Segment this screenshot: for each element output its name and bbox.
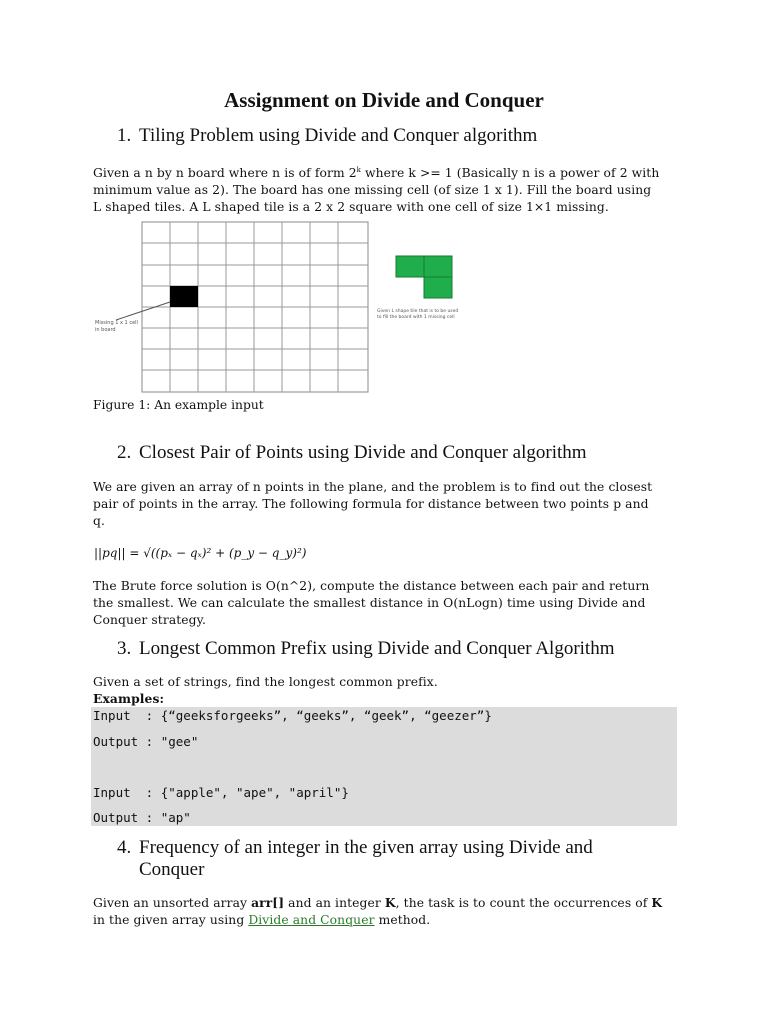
para-line: Given a n by n board where n is of form 2$^k$ where k >= 1 (Basically n is a power of 2 with <box>93 166 660 181</box>
divide-and-conquer-link[interactable]: Divide and Conquer <box>248 913 375 927</box>
section-1-number: 1. <box>117 125 132 146</box>
code-line: Output : "ap" <box>93 810 191 825</box>
missing-cell-label: Missing 1 x 1 cell in board <box>95 320 138 333</box>
code-line: Input : {"apple", "ape", "april"} <box>93 785 349 800</box>
section-2-paragraph-2: The Brute force solution is O(n^2), compute the distance between each pair and return the smallest. We can calculate the smallest distance in O(nLogn) time using Divide and Conquer strategy. <box>93 579 650 627</box>
section-3-paragraph: Given a set of strings, find the longest common prefix. <box>93 675 438 689</box>
code-line: Output : "gee" <box>93 734 199 749</box>
section-4-heading: 4. Frequency of an integer in the given array using Divide and Conquer <box>117 837 593 880</box>
section-4-paragraph: Given an unsorted array arr[] and an integer K, the task is to count the occurrences of K in the given array using Divide and Conquer method. <box>93 895 663 927</box>
para-line: minimum value as 2). The board has one missing cell (of size 1 x 1). Fill the board using <box>93 183 652 198</box>
section-3-heading: 3. Longest Common Prefix using Divide and Conquer Algorithm <box>117 638 615 659</box>
section-1-paragraph <box>93 162 683 216</box>
para-line: L shaped tiles. A L shaped tile is a 2 x 2 square with one cell of size 1×1 missing. <box>93 200 609 215</box>
code-line: Input : {“geeksforgeeks”, “geeks”, “geek”, “geezer”} <box>93 708 492 723</box>
l-tile <box>396 256 452 298</box>
section-1-heading <box>117 125 537 147</box>
pointer-line <box>116 302 170 320</box>
tile-label: Given L shape tile that is to be used to fill the board with 1 missing cell <box>377 309 459 320</box>
code-block <box>91 707 677 826</box>
page-title: Assignment on Divide and Conquer <box>224 88 544 112</box>
examples-label: Examples: <box>93 691 165 706</box>
section-2-paragraph: We are given an array of n points in the plane, and the problem is to find out the closest pair of points in the array. The following formula for distance between two points p and q. <box>93 480 653 528</box>
missing-cell <box>170 286 198 307</box>
figure-caption: Figure 1: An example input <box>93 398 264 412</box>
distance-formula: ||pq|| = √((pₓ − qₓ)² + (p_y − q_y)²) <box>94 546 307 560</box>
section-2-heading: 2. Closest Pair of Points using Divide and Conquer algorithm <box>117 442 587 463</box>
section-1-title: Tiling Problem using Divide and Conquer algorithm <box>139 125 538 146</box>
tiling-figure <box>90 220 470 395</box>
